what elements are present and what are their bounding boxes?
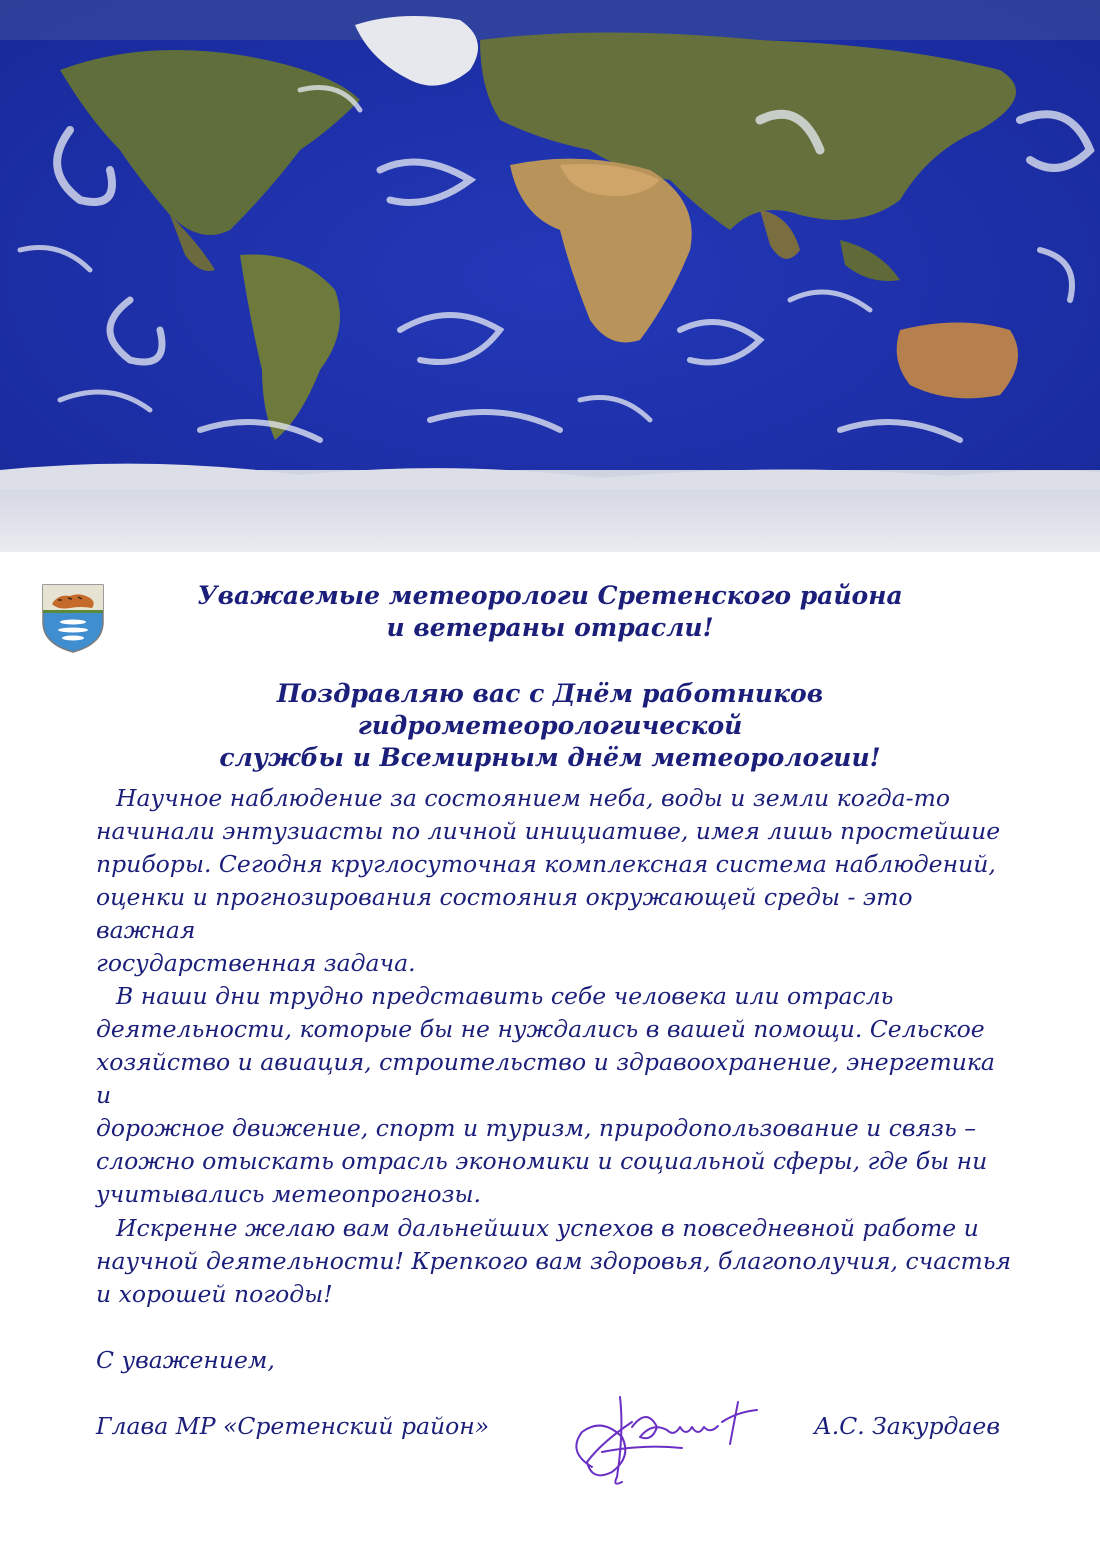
world-map-image <box>0 0 1100 552</box>
congratulation-line: Поздравляю вас с Днём работников гидрометеорологической <box>276 679 824 740</box>
greeting-heading <box>170 580 930 644</box>
paragraph-line: государственная задача. <box>96 949 416 977</box>
paragraph-line: приборы. Сегодня круглосуточная комплексная система наблюдений, <box>96 850 996 878</box>
paragraph-line: начинали энтузиасты по личной инициативе, имея лишь простейшие <box>96 817 1001 845</box>
coat-of-arms-icon <box>40 582 106 654</box>
paragraph-line: В наши дни трудно представить себе человека или отрасль <box>116 982 894 1010</box>
world-map-banner <box>0 0 1100 552</box>
signer-role: Глава МР «Сретенский район» <box>96 1412 490 1440</box>
paragraph-line: хозяйство и авиация, строительство и здравоохранение, энергетика и <box>96 1048 995 1109</box>
handwritten-signature <box>562 1382 762 1492</box>
greeting-line: Уважаемые метеорологи Сретенского района <box>197 581 903 610</box>
paragraph-observation <box>96 782 1016 980</box>
paragraph-line: оценки и прогнозирования состояния окружающей среды - это важная <box>96 883 913 944</box>
closing-regards: С уважением, <box>96 1346 275 1374</box>
paragraph-line: сложно отыскать отрасль экономики и социальной сферы, где бы ни <box>96 1147 988 1175</box>
paragraph-line: дорожное движение, спорт и туризм, природопользование и связь – <box>96 1114 976 1142</box>
congratulation-heading <box>110 678 990 774</box>
paragraph-line: учитывались метеопрогнозы. <box>96 1180 482 1208</box>
paragraph-line: Искренне желаю вам дальнейших успехов в повседневной работе и <box>116 1214 979 1242</box>
paragraph-importance <box>96 980 1016 1211</box>
paragraph-line: деятельности, которые бы не нуждались в вашей помощи. Сельское <box>96 1015 985 1043</box>
paragraph-line: Научное наблюдение за состоянием неба, воды и земли когда-то <box>116 784 950 812</box>
greeting-line: и ветераны отрасли! <box>386 613 714 642</box>
paragraph-line: научной деятельности! Крепкого вам здоровья, благополучия, счастья <box>96 1247 1012 1275</box>
paragraph-wishes <box>96 1212 1016 1311</box>
signer-name: А.С. Закурдаев <box>813 1412 1000 1440</box>
congratulation-line: службы и Всемирным днём метеорологии! <box>219 743 881 772</box>
paragraph-line: и хорошей погоды! <box>96 1280 333 1308</box>
